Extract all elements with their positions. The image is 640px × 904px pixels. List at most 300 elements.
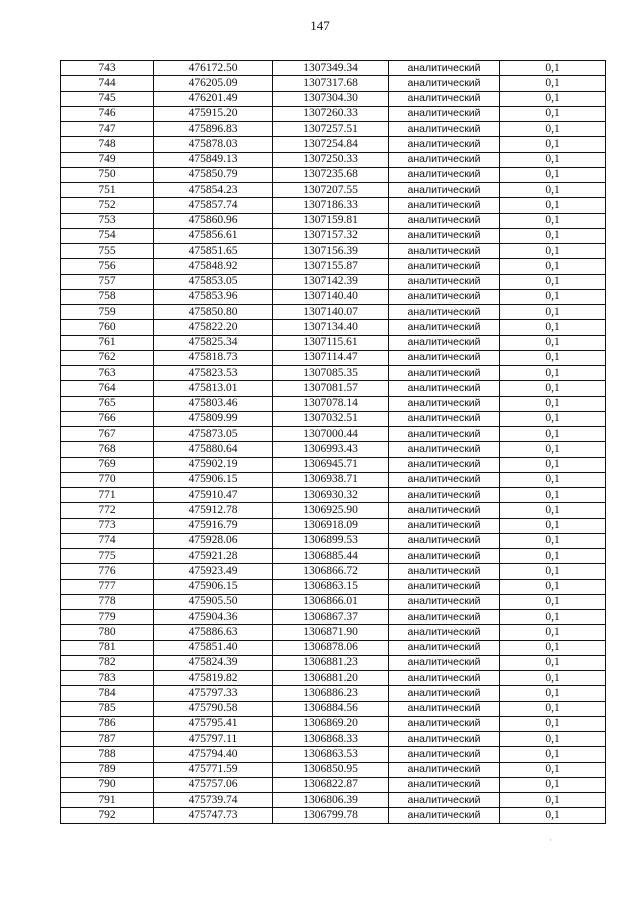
point-number-cell: 750: [61, 167, 154, 182]
method-cell: аналитический: [389, 320, 500, 335]
point-number-cell: 757: [61, 274, 154, 289]
table-row: [61, 732, 606, 747]
y-coordinate-cell: 1306881.23: [273, 655, 389, 670]
table-row: [61, 625, 606, 640]
point-number-cell: 787: [61, 732, 154, 747]
table-row: [61, 244, 606, 259]
accuracy-cell: 0,1: [500, 640, 606, 655]
method-cell: аналитический: [389, 457, 500, 472]
x-coordinate-cell: 476205.09: [154, 76, 273, 91]
y-coordinate-cell: 1306806.39: [273, 793, 389, 808]
table-row: [61, 396, 606, 411]
x-coordinate-cell: 475818.73: [154, 350, 273, 365]
x-coordinate-cell: 475794.40: [154, 747, 273, 762]
y-coordinate-cell: 1307349.34: [273, 61, 389, 76]
y-coordinate-cell: 1307134.40: [273, 320, 389, 335]
method-cell: аналитический: [389, 777, 500, 792]
accuracy-cell: 0,1: [500, 625, 606, 640]
accuracy-cell: 0,1: [500, 76, 606, 91]
x-coordinate-cell: 475797.11: [154, 732, 273, 747]
method-cell: аналитический: [389, 472, 500, 487]
accuracy-cell: 0,1: [500, 442, 606, 457]
y-coordinate-cell: 1306863.15: [273, 579, 389, 594]
method-cell: аналитический: [389, 640, 500, 655]
x-coordinate-cell: 475856.61: [154, 228, 273, 243]
point-number-cell: 754: [61, 228, 154, 243]
table-row: [61, 640, 606, 655]
point-number-cell: 789: [61, 762, 154, 777]
x-coordinate-cell: 475850.79: [154, 167, 273, 182]
accuracy-cell: 0,1: [500, 106, 606, 121]
table-row: [61, 762, 606, 777]
method-cell: аналитический: [389, 152, 500, 167]
x-coordinate-cell: 475823.53: [154, 366, 273, 381]
x-coordinate-cell: 475910.47: [154, 488, 273, 503]
method-cell: аналитический: [389, 106, 500, 121]
point-number-cell: 751: [61, 183, 154, 198]
table-row: [61, 808, 606, 823]
point-number-cell: 767: [61, 427, 154, 442]
method-cell: аналитический: [389, 808, 500, 823]
y-coordinate-cell: 1306867.37: [273, 610, 389, 625]
table-row: [61, 137, 606, 152]
x-coordinate-cell: 475905.50: [154, 594, 273, 609]
y-coordinate-cell: 1307078.14: [273, 396, 389, 411]
table-row: [61, 579, 606, 594]
accuracy-cell: 0,1: [500, 655, 606, 670]
accuracy-cell: 0,1: [500, 213, 606, 228]
table-row: [61, 716, 606, 731]
method-cell: аналитический: [389, 503, 500, 518]
y-coordinate-cell: 1306945.71: [273, 457, 389, 472]
x-coordinate-cell: 475923.49: [154, 564, 273, 579]
table-row: [61, 427, 606, 442]
method-cell: аналитический: [389, 228, 500, 243]
accuracy-cell: 0,1: [500, 411, 606, 426]
x-coordinate-cell: 475771.59: [154, 762, 273, 777]
y-coordinate-cell: 1306993.43: [273, 442, 389, 457]
table-body: [61, 61, 606, 824]
y-coordinate-cell: 1307260.33: [273, 106, 389, 121]
method-cell: аналитический: [389, 533, 500, 548]
x-coordinate-cell: 475757.06: [154, 777, 273, 792]
x-coordinate-cell: 475851.40: [154, 640, 273, 655]
y-coordinate-cell: 1306866.01: [273, 594, 389, 609]
table-row: [61, 411, 606, 426]
point-number-cell: 753: [61, 213, 154, 228]
table-row: [61, 442, 606, 457]
x-coordinate-cell: 476201.49: [154, 91, 273, 106]
y-coordinate-cell: 1307304.30: [273, 91, 389, 106]
table-row: [61, 533, 606, 548]
point-number-cell: 759: [61, 305, 154, 320]
accuracy-cell: 0,1: [500, 244, 606, 259]
method-cell: аналитический: [389, 213, 500, 228]
y-coordinate-cell: 1307032.51: [273, 411, 389, 426]
point-number-cell: 788: [61, 747, 154, 762]
y-coordinate-cell: 1307157.32: [273, 228, 389, 243]
table-row: [61, 671, 606, 686]
method-cell: аналитический: [389, 579, 500, 594]
point-number-cell: 782: [61, 655, 154, 670]
accuracy-cell: 0,1: [500, 152, 606, 167]
method-cell: аналитический: [389, 381, 500, 396]
x-coordinate-cell: 475824.39: [154, 655, 273, 670]
x-coordinate-cell: 475915.20: [154, 106, 273, 121]
method-cell: аналитический: [389, 610, 500, 625]
point-number-cell: 762: [61, 350, 154, 365]
accuracy-cell: 0,1: [500, 518, 606, 533]
page-number: 147: [310, 18, 330, 33]
accuracy-cell: 0,1: [500, 808, 606, 823]
accuracy-cell: 0,1: [500, 579, 606, 594]
method-cell: аналитический: [389, 427, 500, 442]
accuracy-cell: 0,1: [500, 305, 606, 320]
x-coordinate-cell: 475902.19: [154, 457, 273, 472]
accuracy-cell: 0,1: [500, 122, 606, 137]
accuracy-cell: 0,1: [500, 671, 606, 686]
x-coordinate-cell: 475906.15: [154, 472, 273, 487]
method-cell: аналитический: [389, 289, 500, 304]
table-row: [61, 793, 606, 808]
method-cell: аналитический: [389, 701, 500, 716]
method-cell: аналитический: [389, 198, 500, 213]
y-coordinate-cell: 1306850.95: [273, 762, 389, 777]
table-row: [61, 106, 606, 121]
point-number-cell: 752: [61, 198, 154, 213]
point-number-cell: 775: [61, 549, 154, 564]
accuracy-cell: 0,1: [500, 716, 606, 731]
x-coordinate-cell: 475921.28: [154, 549, 273, 564]
y-coordinate-cell: 1307257.51: [273, 122, 389, 137]
point-number-cell: 773: [61, 518, 154, 533]
point-number-cell: 763: [61, 366, 154, 381]
table-row: [61, 488, 606, 503]
x-coordinate-cell: 475916.79: [154, 518, 273, 533]
table-row: [61, 350, 606, 365]
y-coordinate-cell: 1307156.39: [273, 244, 389, 259]
scan-mark: ·: [549, 836, 552, 846]
method-cell: аналитический: [389, 549, 500, 564]
accuracy-cell: 0,1: [500, 686, 606, 701]
y-coordinate-cell: 1307254.84: [273, 137, 389, 152]
method-cell: аналитический: [389, 244, 500, 259]
method-cell: аналитический: [389, 762, 500, 777]
y-coordinate-cell: 1306884.56: [273, 701, 389, 716]
method-cell: аналитический: [389, 91, 500, 106]
accuracy-cell: 0,1: [500, 610, 606, 625]
method-cell: аналитический: [389, 61, 500, 76]
table-row: [61, 335, 606, 350]
point-number-cell: 743: [61, 61, 154, 76]
x-coordinate-cell: 475851.65: [154, 244, 273, 259]
point-number-cell: 745: [61, 91, 154, 106]
table-row: [61, 686, 606, 701]
method-cell: аналитический: [389, 411, 500, 426]
x-coordinate-cell: 475819.82: [154, 671, 273, 686]
x-coordinate-cell: 476172.50: [154, 61, 273, 76]
table-row: [61, 610, 606, 625]
accuracy-cell: 0,1: [500, 701, 606, 716]
y-coordinate-cell: 1306822.87: [273, 777, 389, 792]
point-number-cell: 747: [61, 122, 154, 137]
accuracy-cell: 0,1: [500, 61, 606, 76]
table-row: [61, 549, 606, 564]
x-coordinate-cell: 475878.03: [154, 137, 273, 152]
x-coordinate-cell: 475854.23: [154, 183, 273, 198]
point-number-cell: 777: [61, 579, 154, 594]
point-number-cell: 758: [61, 289, 154, 304]
accuracy-cell: 0,1: [500, 335, 606, 350]
table-row: [61, 777, 606, 792]
table-row: [61, 701, 606, 716]
x-coordinate-cell: 475912.78: [154, 503, 273, 518]
point-number-cell: 760: [61, 320, 154, 335]
point-number-cell: 790: [61, 777, 154, 792]
accuracy-cell: 0,1: [500, 594, 606, 609]
method-cell: аналитический: [389, 305, 500, 320]
y-coordinate-cell: 1306885.44: [273, 549, 389, 564]
x-coordinate-cell: 475813.01: [154, 381, 273, 396]
point-number-cell: 784: [61, 686, 154, 701]
y-coordinate-cell: 1307207.55: [273, 183, 389, 198]
x-coordinate-cell: 475848.92: [154, 259, 273, 274]
accuracy-cell: 0,1: [500, 274, 606, 289]
table-row: [61, 213, 606, 228]
table-row: [61, 305, 606, 320]
table-row: [61, 228, 606, 243]
accuracy-cell: 0,1: [500, 167, 606, 182]
table-row: [61, 122, 606, 137]
method-cell: аналитический: [389, 183, 500, 198]
x-coordinate-cell: 475850.80: [154, 305, 273, 320]
x-coordinate-cell: 475928.06: [154, 533, 273, 548]
accuracy-cell: 0,1: [500, 183, 606, 198]
y-coordinate-cell: 1306899.53: [273, 533, 389, 548]
y-coordinate-cell: 1307317.68: [273, 76, 389, 91]
table-row: [61, 289, 606, 304]
method-cell: аналитический: [389, 671, 500, 686]
x-coordinate-cell: 475739.74: [154, 793, 273, 808]
accuracy-cell: 0,1: [500, 137, 606, 152]
point-number-cell: 761: [61, 335, 154, 350]
accuracy-cell: 0,1: [500, 777, 606, 792]
method-cell: аналитический: [389, 518, 500, 533]
table-row: [61, 183, 606, 198]
table-row: [61, 457, 606, 472]
point-number-cell: 765: [61, 396, 154, 411]
point-number-cell: 772: [61, 503, 154, 518]
y-coordinate-cell: 1307250.33: [273, 152, 389, 167]
point-number-cell: 781: [61, 640, 154, 655]
point-number-cell: 744: [61, 76, 154, 91]
y-coordinate-cell: 1306866.72: [273, 564, 389, 579]
table-row: [61, 76, 606, 91]
accuracy-cell: 0,1: [500, 350, 606, 365]
method-cell: аналитический: [389, 442, 500, 457]
method-cell: аналитический: [389, 655, 500, 670]
y-coordinate-cell: 1306863.53: [273, 747, 389, 762]
point-number-cell: 766: [61, 411, 154, 426]
y-coordinate-cell: 1306881.20: [273, 671, 389, 686]
table-row: [61, 564, 606, 579]
x-coordinate-cell: 475795.41: [154, 716, 273, 731]
y-coordinate-cell: 1307140.07: [273, 305, 389, 320]
y-coordinate-cell: 1307186.33: [273, 198, 389, 213]
point-number-cell: 771: [61, 488, 154, 503]
y-coordinate-cell: 1307085.35: [273, 366, 389, 381]
table-row: [61, 472, 606, 487]
point-number-cell: 779: [61, 610, 154, 625]
x-coordinate-cell: 475809.99: [154, 411, 273, 426]
x-coordinate-cell: 475853.96: [154, 289, 273, 304]
y-coordinate-cell: 1307140.40: [273, 289, 389, 304]
y-coordinate-cell: 1307155.87: [273, 259, 389, 274]
table-row: [61, 366, 606, 381]
y-coordinate-cell: 1306868.33: [273, 732, 389, 747]
y-coordinate-cell: 1307000.44: [273, 427, 389, 442]
method-cell: аналитический: [389, 732, 500, 747]
point-number-cell: 778: [61, 594, 154, 609]
x-coordinate-cell: 475822.20: [154, 320, 273, 335]
method-cell: аналитический: [389, 793, 500, 808]
accuracy-cell: 0,1: [500, 564, 606, 579]
accuracy-cell: 0,1: [500, 732, 606, 747]
accuracy-cell: 0,1: [500, 762, 606, 777]
method-cell: аналитический: [389, 167, 500, 182]
x-coordinate-cell: 475825.34: [154, 335, 273, 350]
y-coordinate-cell: 1306930.32: [273, 488, 389, 503]
table-row: [61, 320, 606, 335]
table-row: [61, 167, 606, 182]
x-coordinate-cell: 475906.15: [154, 579, 273, 594]
y-coordinate-cell: 1306886.23: [273, 686, 389, 701]
table-row: [61, 198, 606, 213]
method-cell: аналитический: [389, 594, 500, 609]
x-coordinate-cell: 475853.05: [154, 274, 273, 289]
point-number-cell: 783: [61, 671, 154, 686]
table-row: [61, 655, 606, 670]
x-coordinate-cell: 475904.36: [154, 610, 273, 625]
y-coordinate-cell: 1307142.39: [273, 274, 389, 289]
point-number-cell: 764: [61, 381, 154, 396]
table-row: [61, 274, 606, 289]
method-cell: аналитический: [389, 259, 500, 274]
point-number-cell: 780: [61, 625, 154, 640]
method-cell: аналитический: [389, 686, 500, 701]
method-cell: аналитический: [389, 274, 500, 289]
method-cell: аналитический: [389, 122, 500, 137]
method-cell: аналитический: [389, 350, 500, 365]
y-coordinate-cell: 1306799.78: [273, 808, 389, 823]
table-row: [61, 61, 606, 76]
accuracy-cell: 0,1: [500, 320, 606, 335]
method-cell: аналитический: [389, 366, 500, 381]
x-coordinate-cell: 475790.58: [154, 701, 273, 716]
x-coordinate-cell: 475849.13: [154, 152, 273, 167]
accuracy-cell: 0,1: [500, 747, 606, 762]
x-coordinate-cell: 475860.96: [154, 213, 273, 228]
table-row: [61, 152, 606, 167]
y-coordinate-cell: 1306925.90: [273, 503, 389, 518]
table-row: [61, 594, 606, 609]
point-number-cell: 786: [61, 716, 154, 731]
y-coordinate-cell: 1306871.90: [273, 625, 389, 640]
point-number-cell: 774: [61, 533, 154, 548]
method-cell: аналитический: [389, 625, 500, 640]
y-coordinate-cell: 1307159.81: [273, 213, 389, 228]
table-row: [61, 381, 606, 396]
accuracy-cell: 0,1: [500, 381, 606, 396]
point-number-cell: 792: [61, 808, 154, 823]
table-row: [61, 503, 606, 518]
accuracy-cell: 0,1: [500, 259, 606, 274]
x-coordinate-cell: 475886.63: [154, 625, 273, 640]
point-number-cell: 748: [61, 137, 154, 152]
x-coordinate-cell: 475873.05: [154, 427, 273, 442]
accuracy-cell: 0,1: [500, 533, 606, 548]
x-coordinate-cell: 475857.74: [154, 198, 273, 213]
y-coordinate-cell: 1307235.68: [273, 167, 389, 182]
accuracy-cell: 0,1: [500, 91, 606, 106]
method-cell: аналитический: [389, 137, 500, 152]
accuracy-cell: 0,1: [500, 549, 606, 564]
x-coordinate-cell: 475803.46: [154, 396, 273, 411]
accuracy-cell: 0,1: [500, 472, 606, 487]
point-number-cell: 770: [61, 472, 154, 487]
x-coordinate-cell: 475896.83: [154, 122, 273, 137]
accuracy-cell: 0,1: [500, 198, 606, 213]
point-number-cell: 756: [61, 259, 154, 274]
table-row: [61, 259, 606, 274]
accuracy-cell: 0,1: [500, 488, 606, 503]
table-row: [61, 747, 606, 762]
point-number-cell: 776: [61, 564, 154, 579]
point-number-cell: 746: [61, 106, 154, 121]
point-number-cell: 785: [61, 701, 154, 716]
accuracy-cell: 0,1: [500, 503, 606, 518]
method-cell: аналитический: [389, 747, 500, 762]
accuracy-cell: 0,1: [500, 793, 606, 808]
x-coordinate-cell: 475797.33: [154, 686, 273, 701]
point-number-cell: 769: [61, 457, 154, 472]
point-number-cell: 755: [61, 244, 154, 259]
table-row: [61, 91, 606, 106]
y-coordinate-cell: 1306938.71: [273, 472, 389, 487]
y-coordinate-cell: 1306869.20: [273, 716, 389, 731]
y-coordinate-cell: 1307114.47: [273, 350, 389, 365]
method-cell: аналитический: [389, 76, 500, 91]
accuracy-cell: 0,1: [500, 457, 606, 472]
point-number-cell: 749: [61, 152, 154, 167]
table-row: [61, 518, 606, 533]
accuracy-cell: 0,1: [500, 366, 606, 381]
y-coordinate-cell: 1307115.61: [273, 335, 389, 350]
coordinates-table: [60, 60, 606, 824]
x-coordinate-cell: 475747.73: [154, 808, 273, 823]
accuracy-cell: 0,1: [500, 228, 606, 243]
y-coordinate-cell: 1307081.57: [273, 381, 389, 396]
method-cell: аналитический: [389, 488, 500, 503]
accuracy-cell: 0,1: [500, 427, 606, 442]
method-cell: аналитический: [389, 335, 500, 350]
x-coordinate-cell: 475880.64: [154, 442, 273, 457]
y-coordinate-cell: 1306918.09: [273, 518, 389, 533]
method-cell: аналитический: [389, 716, 500, 731]
point-number-cell: 768: [61, 442, 154, 457]
accuracy-cell: 0,1: [500, 289, 606, 304]
method-cell: аналитический: [389, 564, 500, 579]
